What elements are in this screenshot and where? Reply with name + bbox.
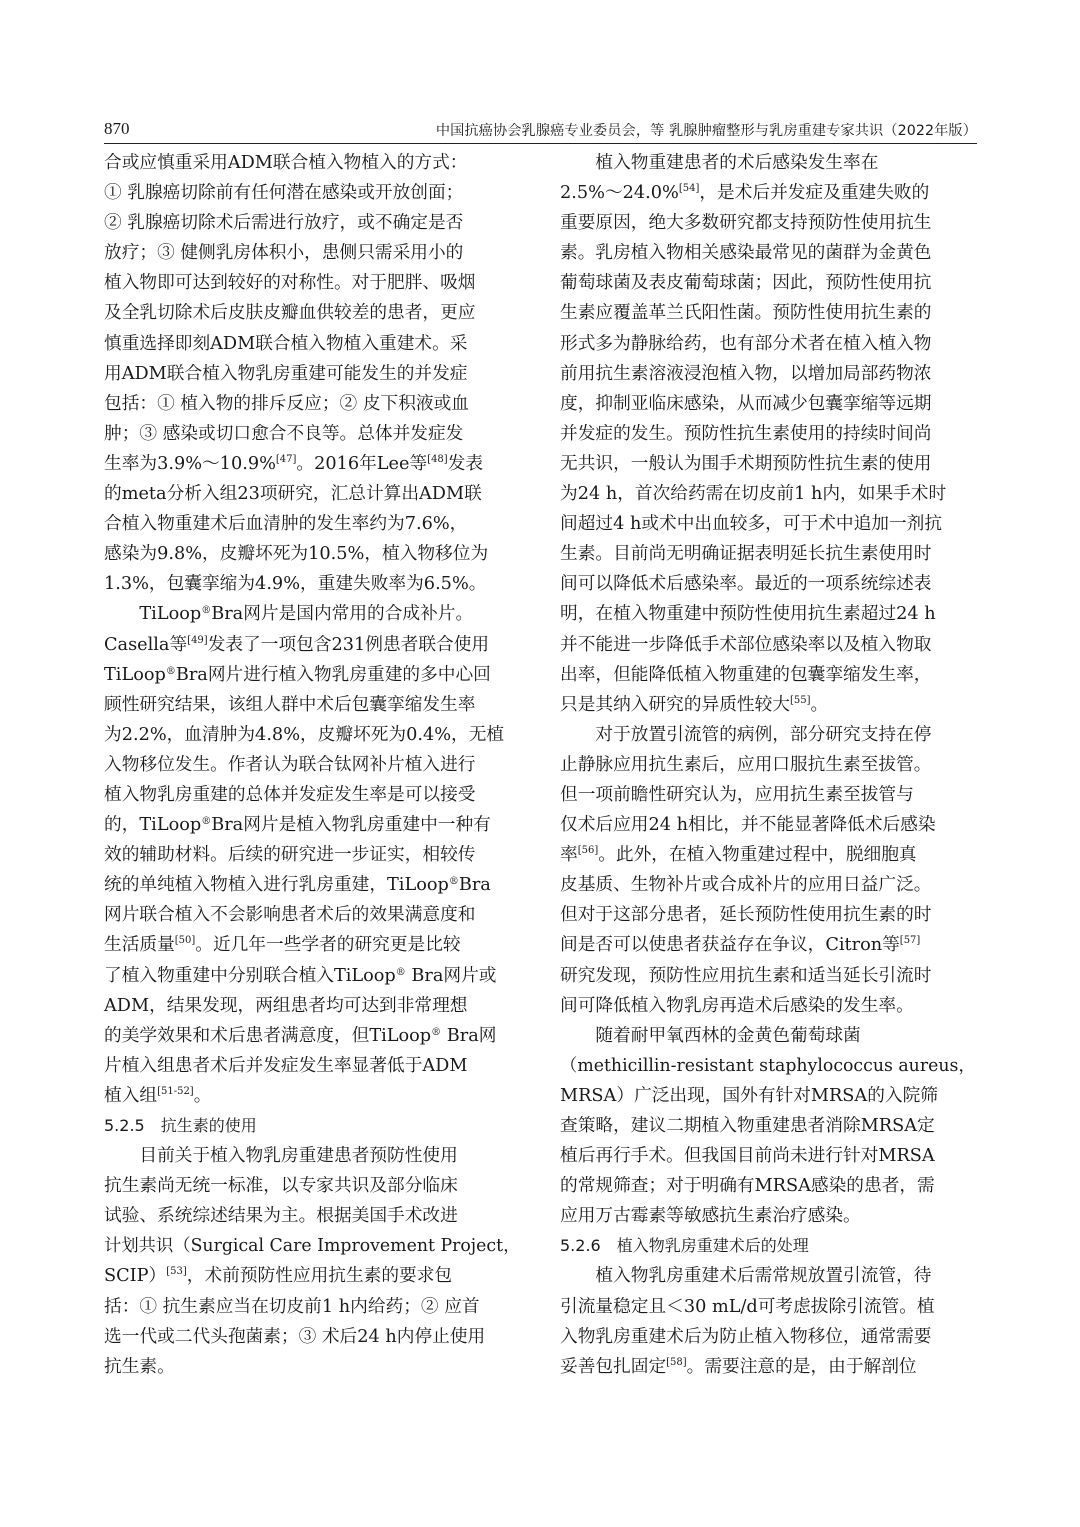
line-text: 葡萄球菌及表皮葡萄球菌；因此，预防性使用抗	[560, 273, 932, 294]
text-line	[560, 870, 978, 900]
line-text: 片植入组患者术后并发症发生率显著低于ADM	[104, 1055, 468, 1076]
line-text: 生活质量	[104, 935, 175, 956]
text-line	[560, 1021, 978, 1051]
line-text: 植后再行手术。但我国目前尚未进行针对MRSA	[560, 1146, 935, 1167]
text-line	[560, 599, 978, 629]
line-text: 的常规筛查；对于明确有MRSA感染的患者，需	[560, 1176, 935, 1197]
line-text: 皮基质、生物补片或合成补片的应用日益广泛。	[560, 875, 932, 896]
text-line	[104, 991, 522, 1021]
text-line	[104, 1051, 522, 1081]
text-line	[560, 238, 978, 268]
section-heading	[560, 1231, 978, 1261]
line-text: 植入物乳房重建的总体并发症发生率是可以接受	[104, 784, 476, 805]
citation-ref: [57]	[899, 935, 921, 947]
text-line	[104, 539, 522, 569]
line-text: TiLoop	[104, 664, 166, 685]
text-line	[560, 359, 978, 389]
line-text: 植入物乳房重建术后需常规放置引流管，待	[560, 1266, 932, 1287]
line-text: 入物移位发生。作者认为联合钛网补片植入进行	[104, 754, 476, 775]
line-text: 但一项前瞻性研究认为，应用抗生素至拔管与	[560, 784, 914, 805]
line-text: 发表了一项包含231例患者联合使用	[207, 634, 490, 655]
line-text: ② 乳腺癌切除术后需进行放疗，或不确定是否	[104, 213, 464, 234]
text-line	[104, 148, 522, 178]
right-text-column	[560, 148, 978, 1382]
section-heading	[104, 1111, 522, 1141]
text-line	[104, 1021, 522, 1051]
text-line	[104, 810, 522, 840]
text-line	[560, 509, 978, 539]
line-text: Bra	[458, 875, 491, 896]
text-line	[104, 660, 522, 690]
line-text: 引流量稳定且＜30 mL/d可考虑拔除引流管。植	[560, 1296, 935, 1317]
text-line	[560, 479, 978, 509]
line-text: 用ADM联合植入物乳房重建可能发生的并发症	[104, 363, 468, 384]
line-text: 植入物即可达到较好的对称性。对于肥胖、吸烟	[104, 273, 476, 294]
page-number: 870	[104, 119, 130, 138]
citation-ref: [50]	[174, 935, 196, 947]
line-text: 度，抑制亚临床感染，从而减少包囊挛缩等远期	[560, 393, 932, 414]
text-line	[560, 329, 978, 359]
line-text: 止静脉应用抗生素后，应用口服抗生素至拔管。	[560, 754, 932, 775]
text-line	[560, 810, 978, 840]
line-text: 5.2.5 抗生素的使用	[104, 1116, 257, 1135]
line-text: 对于放置引流管的病例，部分研究支持在停	[560, 724, 932, 745]
line-text: 率	[560, 845, 578, 866]
text-line	[560, 449, 978, 479]
line-text: 的，TiLoop	[104, 815, 202, 836]
text-line	[560, 1081, 978, 1111]
line-text: 并发症的发生。预防性抗生素使用的持续时间尚	[560, 423, 932, 444]
line-text: 顾性研究结果，该组人群中术后包囊挛缩发生率	[104, 694, 476, 715]
text-line	[560, 840, 978, 870]
text-line	[560, 961, 978, 991]
text-line	[104, 1171, 522, 1201]
line-text: 研究发现，预防性应用抗生素和适当延长引流时	[560, 965, 932, 986]
line-text: 的meta分析入组23项研究，汇总计算出ADM联	[104, 484, 482, 505]
line-text: 查策略，建议二期植入物重建患者消除MRSA定	[560, 1116, 935, 1136]
text-line	[104, 509, 522, 539]
running-header	[104, 117, 977, 144]
text-line	[560, 178, 978, 208]
text-line	[560, 1201, 978, 1231]
line-text: 随着耐甲氧西林的金黄色葡萄球菌	[560, 1025, 861, 1046]
text-line	[560, 1051, 978, 1081]
registered-mark: ®	[165, 665, 176, 677]
text-line	[560, 1261, 978, 1291]
line-text: 无共识，一般认为围手术期预防性抗生素的使用	[560, 453, 932, 474]
text-line	[560, 569, 978, 599]
text-line	[104, 930, 522, 960]
text-line	[104, 329, 522, 359]
line-text: 统的单纯植入物植入进行乳房重建，TiLoop	[104, 875, 449, 896]
citation-ref: [49]	[187, 634, 208, 646]
text-line	[104, 599, 522, 629]
citation-ref: [55]	[789, 694, 811, 706]
text-line	[104, 268, 522, 298]
line-text: Bra网片进行植入物乳房重建的多中心回	[175, 664, 491, 685]
text-line	[104, 178, 522, 208]
text-line	[104, 238, 522, 268]
line-text: 抗生素。	[104, 1356, 175, 1377]
line-text: Casella等	[104, 634, 188, 655]
text-line	[104, 479, 522, 509]
text-line	[560, 539, 978, 569]
line-text: 的美学效果和术后患者满意度，但TiLoop	[104, 1025, 432, 1046]
line-text: 妥善包扎固定	[560, 1356, 667, 1377]
line-text: Bra网片是植入物乳房重建中一种有	[211, 815, 491, 836]
registered-mark: ®	[448, 876, 459, 888]
text-line	[104, 449, 522, 479]
registered-mark: ®	[201, 605, 212, 617]
line-text: 放疗；③ 健侧乳房体积小，患侧只需采用小的	[104, 243, 464, 264]
line-text: 生率为3.9%～10.9%	[104, 453, 276, 474]
citation-ref: [58]	[666, 1356, 687, 1368]
line-text: ，术前预防性应用抗生素的要求包	[186, 1266, 453, 1287]
text-line	[104, 1292, 522, 1322]
line-text: 。此外，在植入物重建过程中，脱细胞真	[598, 845, 917, 866]
line-text: 2.5%～24.0%	[560, 183, 679, 204]
text-line	[560, 148, 978, 178]
running-head-title: 中国抗癌协会乳腺癌专业委员会，等 乳腺肿瘤整形与乳房重建专家共识（2022年版）	[435, 123, 977, 139]
text-line	[104, 1141, 522, 1171]
line-text: 括：① 抗生素应当在切皮前1 h内给药；② 应首	[104, 1296, 480, 1317]
citation-ref: [47]	[275, 453, 297, 465]
text-line	[560, 298, 978, 328]
text-line	[104, 961, 522, 991]
line-text: Bra网片或	[405, 965, 497, 986]
text-line	[560, 389, 978, 419]
line-text: 慎重选择即刻ADM联合植入物植入重建术。采	[104, 333, 468, 354]
line-text: 重要原因，绝大多数研究都支持预防性使用抗生	[560, 213, 932, 234]
line-text: Bra网片是国内常用的合成补片。	[211, 604, 474, 625]
line-text: 网片联合植入不会影响患者术后的效果满意度和	[104, 905, 476, 926]
text-line	[560, 630, 978, 660]
line-text: 。需要注意的是，由于解剖位	[686, 1356, 917, 1377]
text-line	[104, 419, 522, 449]
text-line	[104, 1201, 522, 1231]
line-text: 出率，但能降低植入物重建的包囊挛缩发生率，	[560, 664, 932, 685]
text-line	[560, 208, 978, 238]
text-line	[104, 208, 522, 238]
line-text: 素。乳房植入物相关感染最常见的菌群为金黄色	[560, 243, 932, 264]
text-line	[560, 1171, 978, 1201]
text-line	[560, 930, 978, 960]
text-line	[104, 780, 522, 810]
citation-ref: [53]	[166, 1266, 187, 1278]
line-text: 目前关于植入物乳房重建患者预防性使用	[104, 1146, 458, 1167]
text-line	[560, 690, 978, 720]
text-line	[104, 298, 522, 328]
citation-ref: [51-52]	[157, 1085, 194, 1097]
text-line	[560, 1292, 978, 1322]
text-line	[104, 1352, 522, 1382]
line-text: MRSA）广泛出现，国外有针对MRSA的入院筛	[560, 1085, 938, 1106]
text-line	[560, 750, 978, 780]
line-text: 肿；③ 感染或切口愈合不良等。总体并发症发	[104, 423, 464, 444]
line-text: 间可以降低术后感染率。最近的一项系统综述表	[560, 574, 932, 595]
line-text: Bra网	[441, 1025, 497, 1046]
line-text: 抗生素尚无统一标准，以专家共识及部分临床	[104, 1176, 458, 1197]
registered-mark: ®	[431, 1026, 442, 1038]
text-line	[104, 1322, 522, 1352]
line-text: ① 乳腺癌切除前有任何潜在感染或开放创面；	[104, 183, 464, 204]
line-text: 明，在植入物重建中预防性使用抗生素超过24 h	[560, 604, 936, 625]
registered-mark: ®	[201, 816, 212, 828]
line-text: 计划共识（Surgical Care Improvement Project，	[104, 1236, 521, 1257]
line-text: 及全乳切除术后皮肤皮瓣血供较差的患者，更应	[104, 303, 476, 324]
line-text: 了植入物重建中分别联合植入TiLoop	[104, 965, 396, 986]
line-text: 应用万古霉素等敏感抗生素治疗感染。	[560, 1206, 861, 1227]
text-line	[560, 419, 978, 449]
text-line	[104, 750, 522, 780]
line-text: 发表	[447, 453, 484, 474]
text-line	[104, 840, 522, 870]
text-line	[104, 630, 522, 660]
line-text: 前用抗生素溶液浸泡植入物，以增加局部药物浓	[560, 363, 932, 384]
text-line	[104, 1231, 522, 1261]
line-text: 试验、系统综述结果为主。根据美国手术改进	[104, 1206, 458, 1227]
text-line	[104, 720, 522, 750]
line-text: 但对于这部分患者，延长预防性使用抗生素的时	[560, 905, 932, 926]
text-line	[560, 1352, 978, 1382]
line-text: SCIP）	[104, 1266, 167, 1287]
line-text: 生素应覆盖革兰氏阳性菌。预防性使用抗生素的	[560, 303, 932, 324]
line-text: 植入物重建患者的术后感染发生率在	[560, 153, 879, 173]
text-line	[104, 1081, 522, 1111]
line-text: 间是否可以使患者获益存在争议，Citron等	[560, 935, 900, 956]
line-text: TiLoop	[104, 604, 202, 625]
line-text: 为24 h，首次给药需在切皮前1 h内，如果手术时	[560, 484, 947, 505]
text-line	[104, 870, 522, 900]
line-text: 形式多为静脉给药，也有部分术者在植入植入物	[560, 333, 932, 354]
text-line	[560, 1141, 978, 1171]
line-text: 并不能进一步降低手术部位感染率以及植入物取	[560, 634, 932, 655]
line-text: 间超过4 h或术中出血较多，可于术中追加一剂抗	[560, 514, 943, 535]
text-line	[560, 720, 978, 750]
line-text: 间可降低植入物乳房再造术后感染的发生率。	[560, 995, 914, 1016]
citation-ref: [54]	[678, 183, 700, 195]
text-line	[560, 991, 978, 1021]
left-text-column	[104, 148, 522, 1382]
line-text: 。近几年一些学者的研究更是比较	[195, 935, 461, 956]
text-line	[560, 268, 978, 298]
line-text: 5.2.6 植入物乳房重建术后的处理	[560, 1236, 809, 1256]
text-line	[560, 660, 978, 690]
line-text: 。2016年Lee等	[296, 453, 428, 474]
line-text: 。	[810, 694, 829, 715]
line-text: 合或应慎重采用ADM联合植入物植入的方式：	[104, 153, 468, 173]
line-text: 。	[193, 1085, 212, 1106]
line-text: 生素。目前尚无明确证据表明延长抗生素使用时	[560, 544, 932, 565]
line-text: 为2.2%，血清肿为4.8%，皮瓣坏死为0.4%，无植	[104, 724, 505, 745]
text-line	[560, 780, 978, 810]
line-text: 仅术后应用24 h相比，并不能显著降低术后感染	[560, 815, 936, 836]
line-text: 合植入物重建术后血清肿的发生率约为7.6%，	[104, 514, 468, 535]
text-line	[104, 359, 522, 389]
registered-mark: ®	[395, 966, 406, 978]
line-text: 效的辅助材料。后续的研究进一步证实，相较传	[104, 845, 476, 866]
line-text: ，是术后并发症及重建失败的	[699, 183, 930, 204]
text-line	[104, 389, 522, 419]
line-text: 植入组	[104, 1085, 158, 1106]
line-text: 选一代或二代头孢菌素；③ 术后24 h内停止使用	[104, 1326, 486, 1347]
line-text: 1.3%，包囊挛缩为4.9%，重建失败率为6.5%。	[104, 574, 487, 595]
text-line	[104, 1261, 522, 1291]
line-text: 包括：① 植入物的排斥反应；② 皮下积液或血	[104, 393, 469, 414]
line-text: 只是其纳入研究的异质性较大	[560, 694, 790, 715]
citation-ref: [48]	[427, 453, 448, 465]
line-text: 感染为9.8%，皮瓣坏死为10.5%，植入物移位为	[104, 544, 489, 565]
text-line	[560, 900, 978, 930]
text-line	[560, 1111, 978, 1141]
text-line	[104, 900, 522, 930]
citation-ref: [56]	[577, 845, 599, 857]
text-line	[104, 690, 522, 720]
text-line	[104, 569, 522, 599]
line-text: 入物乳房重建术后为防止植入物移位，通常需要	[560, 1326, 932, 1347]
line-text: （methicillin-resistant staphylococcus aureus，	[560, 1055, 976, 1076]
line-text: ADM，结果发现，两组患者均可达到非常理想	[104, 995, 468, 1016]
text-line	[560, 1322, 978, 1352]
